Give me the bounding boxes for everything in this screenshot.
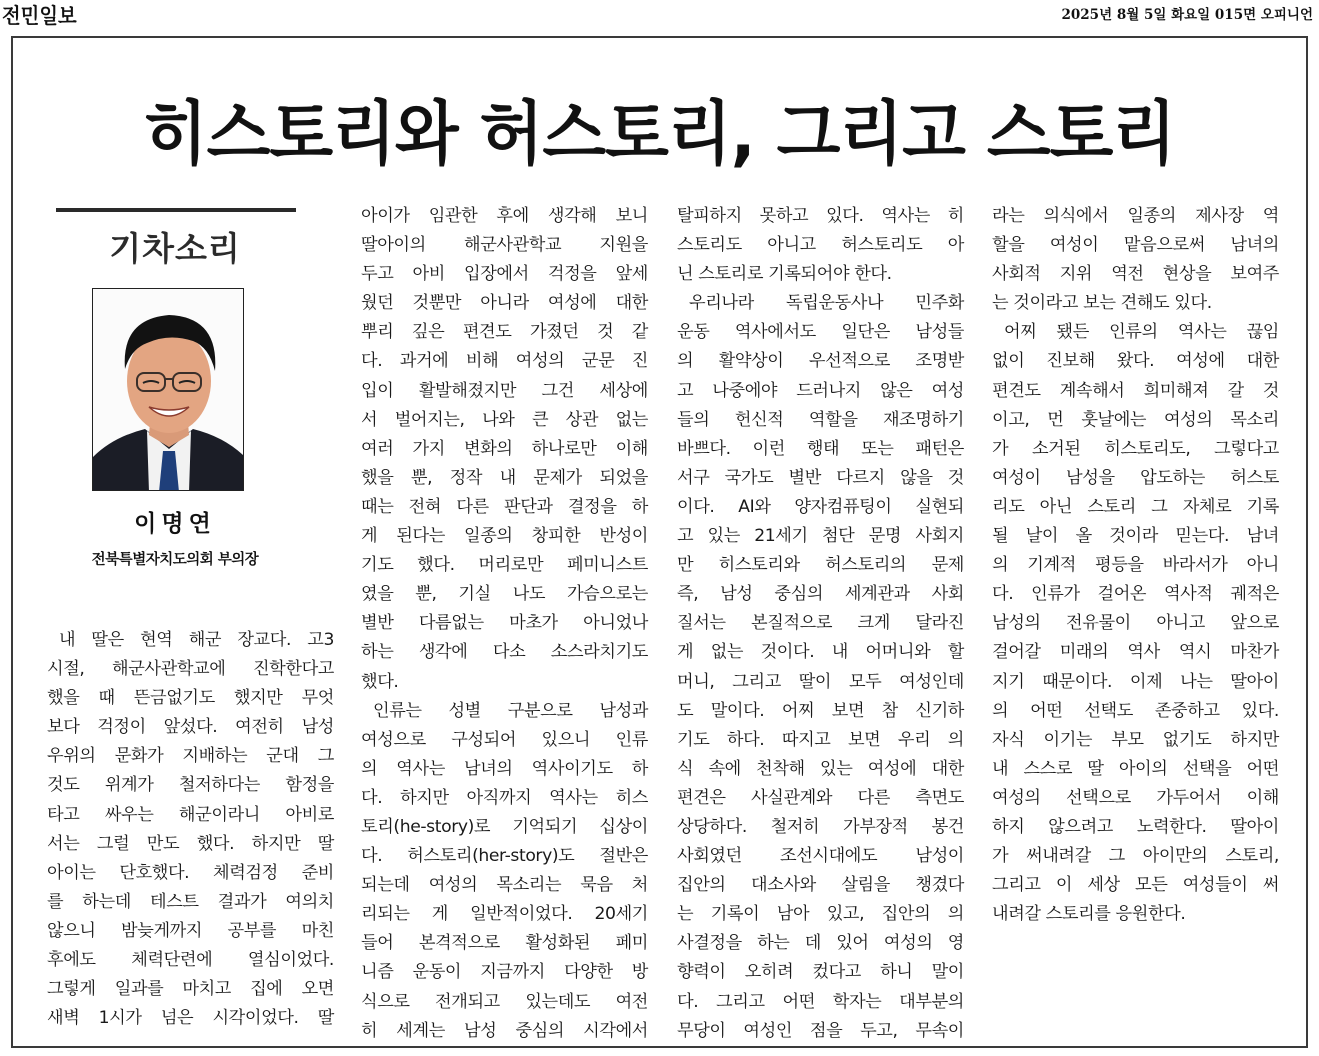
article-column-2	[361, 202, 648, 1046]
article-text-line: 우위의 문화가 지배하는 군대 그	[47, 746, 334, 767]
article-text-line: 식으로 전개되고 있는데도 여전	[361, 991, 648, 1012]
article-text-line: 다. 과거에 비해 여성의 군문 진	[361, 351, 648, 372]
author-portrait	[92, 288, 244, 491]
article-text-line: 인류는 성별 구분으로 남성과	[373, 700, 648, 721]
article-text-line: 딸아이의 해군사관학교 지원을	[361, 235, 648, 256]
article-text-line: 질서는 본질적으로 크게 달라진	[677, 613, 964, 634]
article-text-line: 사회였던 조선시대에도 남성이	[677, 846, 964, 867]
article-text-line: 리되는 게 일반적이었다. 20세기	[361, 904, 648, 925]
article-text-line: 즉, 남성 중심의 세계관과 사회	[677, 584, 964, 605]
article-text-line: 우리나라 독립운동사나 민주화	[689, 293, 964, 314]
article-text-line: 탈피하지 못하고 있다. 역사는 히	[677, 206, 964, 226]
article-text-line: 스토리도 아니고 허스토리도 아	[677, 235, 964, 256]
article-text-line: 리도 아닌 스토리 그 자체로 기록	[992, 496, 1279, 517]
article-text-line: 내려갈 스토리를 응원한다.	[992, 904, 1186, 925]
article-text-line: 는 것이라고 보는 견해도 있다.	[992, 293, 1212, 314]
article-text-line: 것도 위계가 철저하다는 함정을	[47, 775, 334, 796]
article-text-line: 사회적 지위 역전 현상을 보여주	[992, 264, 1279, 285]
article-text-line: 남성의 전유물이 아니고 앞으로	[992, 613, 1279, 634]
article-text-line: 그렇게 일과를 마치고 집에 오면	[47, 979, 334, 1000]
article-text-line: 여성이 남성을 압도하는 허스토	[992, 467, 1279, 488]
article-text-line: 서구 국가도 별반 다르지 않을 것	[677, 467, 964, 488]
article-text-line: 내 딸은 현역 해군 장교다. 고3	[59, 630, 334, 650]
newspaper-masthead: 전민일보	[2, 4, 77, 28]
article-text-line: 들어 본격적으로 활성화된 페미	[361, 933, 648, 954]
article-text-line: 고 나중에야 드러나지 않은 여성	[677, 380, 964, 401]
article-text-line: 다. 그리고 어떤 학자는 대부분의	[677, 991, 964, 1012]
article-text-line: 아이가 임관한 후에 생각해 보니	[361, 206, 648, 226]
article-text-line: 지기 때문이다. 이제 나는 딸아이	[992, 671, 1279, 692]
article-text-line: 웠던 것뿐만 아니라 여성에 대한	[361, 293, 648, 314]
article-text-line: 고 있는 21세기 첨단 문명 사회지	[677, 526, 964, 547]
sidebar-rule	[56, 208, 296, 212]
article-text-line: 여성으로 구성되어 있으니 인류	[361, 729, 648, 750]
article-text-line: 의 기계적 평등을 바라서가 아니	[992, 555, 1279, 576]
article-text-line: 기도 하다. 따지고 보면 우리 의	[677, 729, 964, 750]
article-text-line: 할을 여성이 맡음으로써 남녀의	[992, 235, 1279, 256]
article-text-line: 도 말이다. 어찌 보면 참 신기하	[677, 700, 964, 721]
article-text-line: 했을 뿐, 정작 내 문제가 되었을	[361, 467, 648, 488]
article-text-line: 만 히스토리와 허스토리의 문제	[677, 555, 964, 576]
article-text-line: 가 써내려갈 그 아이만의 스토리,	[992, 846, 1279, 867]
article-text-line: 않으니 밤늦게까지 공부를 마친	[47, 920, 334, 941]
article-text-line: 집안의 대소사와 살림을 챙겼다	[677, 875, 964, 896]
article-text-line: 의 역사는 남녀의 역사이기도 하	[361, 758, 648, 779]
article-text-line: 여성의 선택으로 가두어서 이해	[992, 787, 1279, 808]
article-text-line: 했을 때 뜬금없기도 했지만 무엇	[47, 688, 334, 709]
article-text-line: 이고, 먼 훗날에는 여성의 목소리	[992, 409, 1279, 430]
article-text-line: 머니, 그리고 딸이 모두 여성인데	[677, 671, 964, 692]
article-text-line: 보다 걱정이 앞섰다. 여전히 남성	[47, 717, 334, 738]
article-text-line: 없이 진보해 왔다. 여성에 대한	[992, 351, 1279, 372]
article-text-line: 뿌리 깊은 편견도 가졌던 것 같	[361, 322, 648, 343]
article-text-line: 새벽 1시가 넘은 시각이었다. 딸	[47, 1008, 334, 1029]
article-text-line: 때는 전혀 다른 판단과 결정을 하	[361, 496, 648, 517]
article-text-line: 시절, 해군사관학교에 진학한다고	[47, 659, 334, 680]
article-headline: 히스토리와 허스토리, 그리고 스토리	[143, 93, 1176, 175]
article-text-line: 토리(he-story)로 기억되기 십상이	[361, 816, 648, 837]
article-text-line: 게 된다는 일종의 창피한 반성이	[361, 526, 648, 547]
article-text-line: 바쁘다. 이런 행태 또는 패턴은	[677, 438, 964, 459]
author-name: 이명연	[134, 511, 216, 537]
article-text-line: 의 활약상이 우선적으로 조명받	[677, 351, 964, 372]
article-text-line: 했다.	[361, 671, 399, 692]
article-text-line: 식 속에 천착해 있는 여성에 대한	[677, 758, 964, 779]
page-header	[0, 0, 1319, 30]
article-text-line: 어찌 됐든 인류의 역사는 끊임	[1004, 322, 1279, 343]
dateline: 2025년 8월 5일 화요일 015면 오피니언	[1061, 7, 1313, 23]
article-text-line: 별반 다름없는 마초가 아니었나	[361, 613, 648, 634]
article-text-line: 의 어떤 선택도 존중하고 있다.	[992, 700, 1279, 721]
article-text-line: 라는 의식에서 일종의 제사장 역	[992, 206, 1279, 226]
article-text-line: 였을 뿐, 기실 나도 가슴으로는	[361, 584, 648, 605]
article-text-line: 다. 인류가 걸어온 역사적 궤적은	[992, 584, 1279, 605]
article-text-line: 될 날이 올 것이라 믿는다. 남녀	[992, 526, 1279, 547]
article-text-line: 그리고 이 세상 모든 여성들이 써	[992, 875, 1279, 896]
article-text-line: 상당하다. 철저히 가부장적 봉건	[677, 816, 964, 837]
article-text-line: 편견은 사실관계와 다른 측면도	[677, 787, 964, 808]
article-text-line: 닌 스토리로 기록되어야 한다.	[677, 264, 892, 285]
article-text-line: 아이는 단호했다. 체력검정 준비	[47, 862, 334, 883]
article-text-line: 게 없는 것이다. 내 어머니와 할	[677, 642, 964, 663]
article-text-line: 히 세계는 남성 중심의 시각에서	[361, 1020, 648, 1041]
article-text-line: 다. 허스토리(her-story)도 절반은	[361, 846, 648, 867]
article-text-line: 는 기록이 남아 있고, 집안의 의	[677, 904, 964, 925]
portrait-image-icon	[93, 289, 244, 491]
author-title: 전북특별자치도의회 부의장	[91, 552, 259, 568]
article-text-line: 타고 싸우는 해군이라니 아비로	[47, 804, 334, 825]
article-text-line: 후에도 체력단련에 열심이었다.	[47, 950, 334, 971]
article-column-3	[677, 202, 964, 1046]
article-text-line: 들의 헌신적 역할을 재조명하기	[677, 409, 964, 430]
article-text-line: 하지 않으려고 노력한다. 딸아이	[992, 816, 1279, 837]
article-text-line: 자식 이기는 부모 없기도 하지만	[992, 729, 1279, 750]
article-text-line: 하는 생각에 다소 소스라치기도	[361, 642, 648, 663]
article-text-line: 이다. AI와 양자컴퓨팅이 실현되	[677, 496, 964, 517]
article-text-line: 서는 그럴 만도 했다. 하지만 딸	[47, 833, 334, 854]
article-text-line: 가 소거된 히스토리도, 그렇다고	[992, 438, 1279, 459]
article-text-line: 기도 했다. 머리로만 페미니스트	[361, 555, 648, 576]
article-text-line: 되는데 여성의 목소리는 묵음 처	[361, 875, 648, 896]
column-name: 기차소리	[109, 229, 241, 268]
article-column-4	[992, 202, 1279, 929]
article-text-line: 편견도 계속해서 희미해져 갈 것	[992, 380, 1279, 401]
article-text-line: 운동 역사에서도 일단은 남성들	[677, 322, 964, 343]
article-text-line: 입이 활발해졌지만 그건 세상에	[361, 380, 648, 401]
article-text-line: 사결정을 하는 데 있어 여성의 영	[677, 933, 964, 954]
article-text-line: 두고 아비 입장에서 걱정을 앞세	[361, 264, 648, 285]
article-text-line: 걸어갈 미래의 역사 역시 마찬가	[992, 642, 1279, 663]
article-text-line: 향력이 오히려 컸다고 하니 말이	[677, 962, 964, 983]
article-text-line: 내 스스로 딸 아이의 선택을 어떤	[992, 758, 1279, 779]
article-text-line: 니즘 운동이 지금까지 다양한 방	[361, 962, 648, 983]
article-column-1	[47, 626, 334, 1033]
article-text-line: 를 하는데 테스트 결과가 여의치	[47, 891, 334, 912]
article-text-line: 서 벌어지는, 나와 큰 상관 없는	[361, 409, 648, 430]
article-text-line: 다. 하지만 아직까지 역사는 히스	[361, 787, 648, 808]
article-text-line: 무당이 여성인 점을 두고, 무속이	[677, 1020, 964, 1041]
article-text-line: 여러 가지 변화의 하나로만 이해	[361, 438, 648, 459]
